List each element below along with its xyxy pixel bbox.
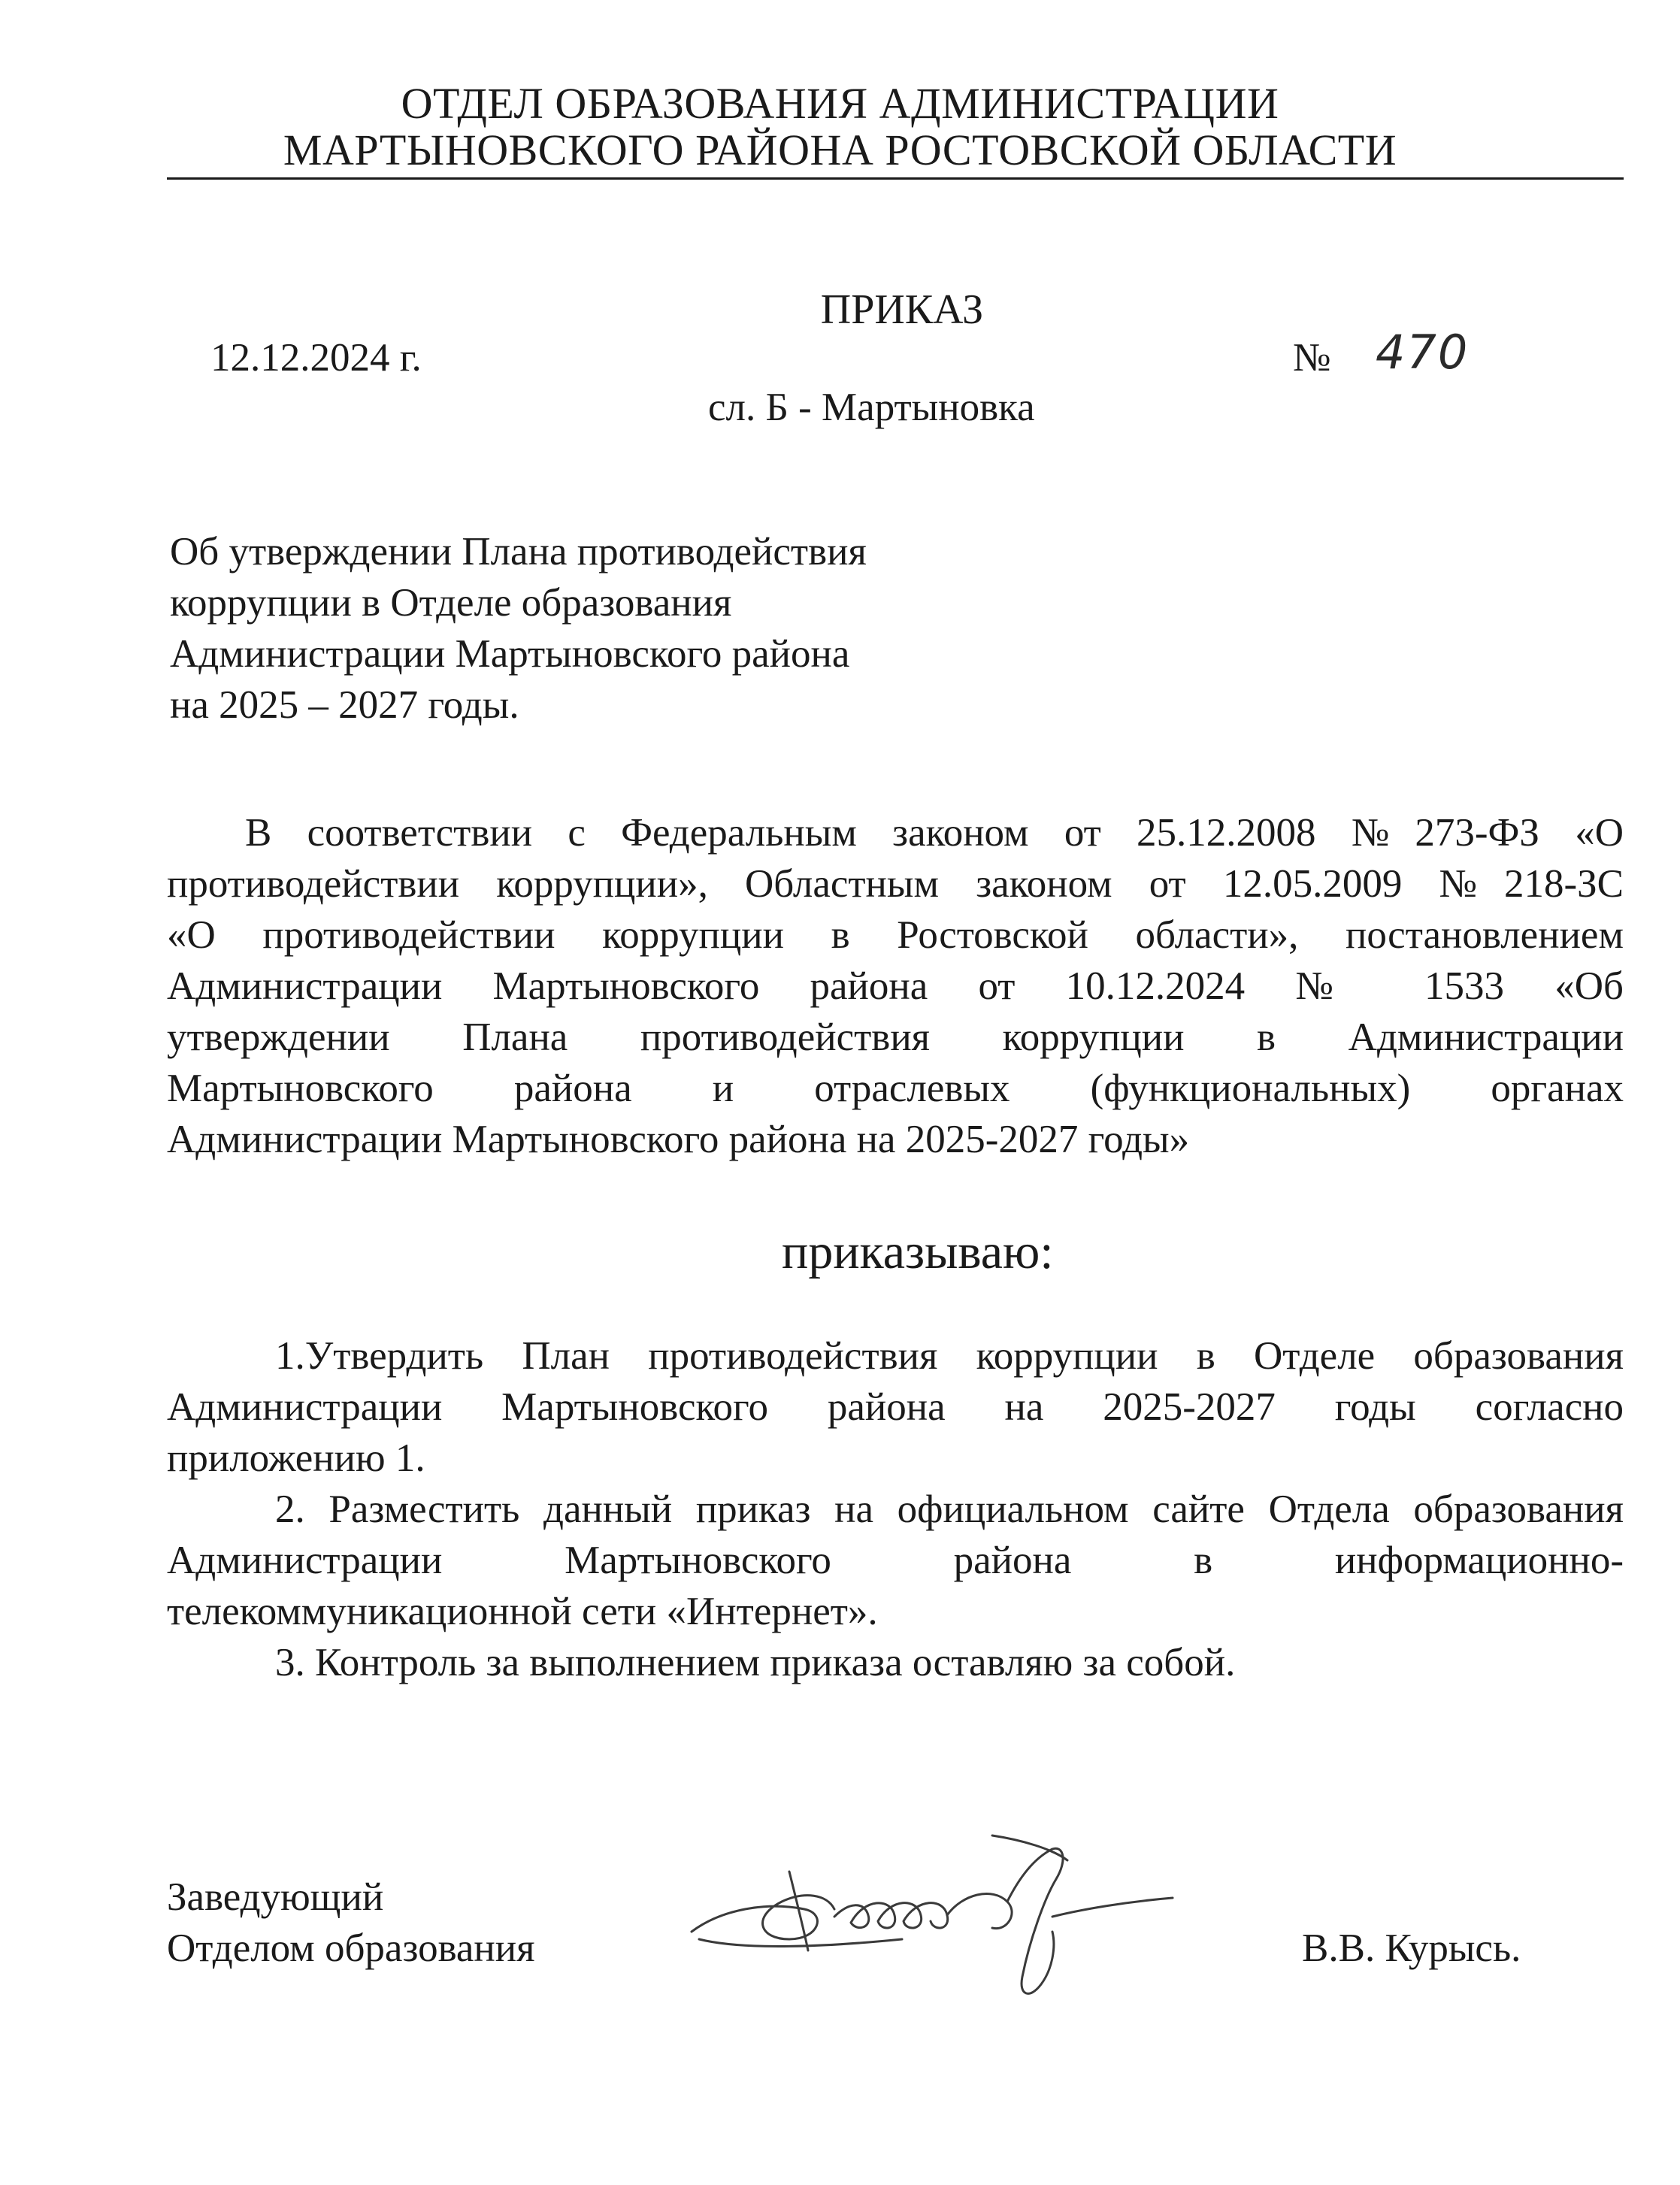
- signer-position-line-2: Отделом образования: [167, 1926, 535, 1970]
- order-number-sign: №: [1293, 336, 1331, 380]
- order-number-handwritten: 470: [1376, 325, 1470, 380]
- preamble-line-1: В соответствии с Федеральным законом от 25.12.2008 №273-ФЗ «О: [245, 811, 1624, 855]
- item-1-line-3: приложению 1.: [167, 1436, 425, 1480]
- header-rule: [167, 177, 1624, 180]
- order-date: 12.12.2024 г.: [210, 336, 422, 380]
- header-line-2: МАРТЫНОВСКОГО РАЙОНА РОСТОВСКОЙ ОБЛАСТИ: [283, 126, 1397, 174]
- subject-line-3: Администрации Мартыновского района: [170, 632, 850, 676]
- order-place: сл. Б - Мартыновка: [708, 386, 1035, 429]
- preamble-line-3: «О противодействии коррупции в Ростовской области», постановлением: [167, 913, 1624, 957]
- item-2-line-1: 2. Разместить данный приказ на официальном сайте Отдела образования: [275, 1487, 1624, 1531]
- item-3-line-1: 3. Контроль за выполнением приказа оставляю за собой.: [275, 1641, 1236, 1684]
- subject-line-2: коррупции в Отделе образования: [170, 581, 732, 625]
- handwritten-signature: [677, 1826, 1218, 2007]
- item-1-line-2: Администрации Мартыновского района на 2025-2027 годы согласно: [167, 1385, 1624, 1429]
- signer-name: В.В. Курысь.: [1302, 1926, 1521, 1970]
- item-1-line-1: 1.Утвердить План противодействия коррупции в Отделе образования: [275, 1334, 1624, 1378]
- preamble-line-7: Администрации Мартыновского района на 2025-2027 годы»: [167, 1118, 1190, 1161]
- order-title: ПРИКАЗ: [820, 286, 984, 333]
- preamble-line-5: утверждении Плана противодействия коррупции в Администрации: [167, 1015, 1624, 1059]
- subject-line-4: на 2025 – 2027 годы.: [170, 683, 519, 727]
- item-2-line-3: телекоммуникационной сети «Интернет».: [167, 1590, 878, 1633]
- order-command: приказываю:: [782, 1224, 1054, 1279]
- header-line-1: ОТДЕЛ ОБРАЗОВАНИЯ АДМИНИСТРАЦИИ: [401, 79, 1279, 128]
- preamble-line-6: Мартыновского района и отраслевых (функциональных) органах: [167, 1067, 1624, 1110]
- item-2-line-2: Администрации Мартыновского района в информационно-: [167, 1539, 1624, 1582]
- signer-position-line-1: Заведующий: [167, 1875, 384, 1919]
- subject-line-1: Об утверждении Плана противодействия: [170, 530, 867, 573]
- preamble-line-2: противодействии коррупции», Областным законом от 12.05.2009 №218-ЗС: [167, 862, 1624, 906]
- preamble-line-4: Администрации Мартыновского района от 10.12.2024 № 1533 «Об: [167, 964, 1624, 1008]
